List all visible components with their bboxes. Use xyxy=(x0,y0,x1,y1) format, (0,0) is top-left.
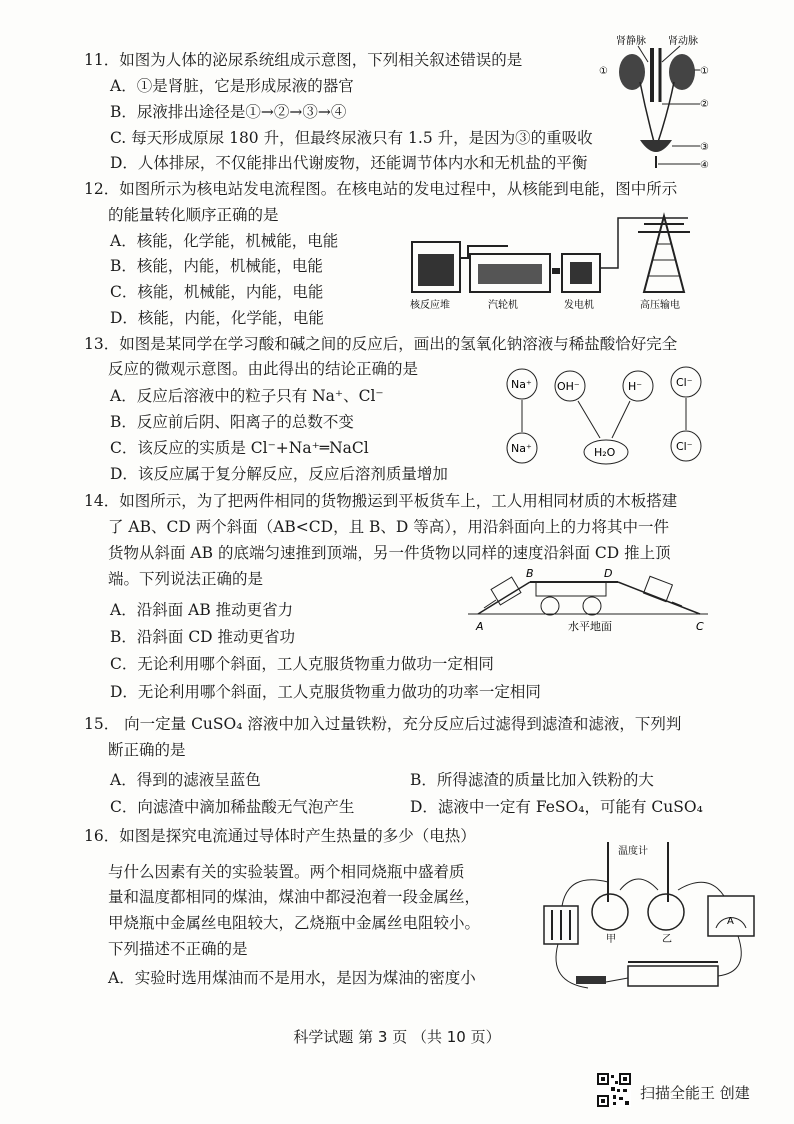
svg-text:Cl⁻: Cl⁻ xyxy=(676,376,693,389)
svg-text:H₂O: H₂O xyxy=(594,446,616,459)
q11-option-a: A．①是肾脏，它是形成尿液的器官 xyxy=(110,77,354,95)
q13-option-d: D．该反应属于复分解反应，反应后溶剂质量增加 xyxy=(110,465,448,483)
q16-line-3: 甲烧瓶中金属丝电阻较大，乙烧瓶中金属丝电阻较小。 xyxy=(108,914,481,932)
q14-option-a: A．沿斜面 AB 推动更省力 xyxy=(110,601,294,619)
q12-stem-cont: 的能量转化顺序正确的是 xyxy=(108,206,279,224)
q16-line-2: 量和温度都相同的煤油，煤油中都浸泡着一段金属丝， xyxy=(108,888,481,906)
q13-stem: 13．如图是某同学在学习酸和碱之间的反应后，画出的氢氧化钠溶液与稀盐酸恰好完全 xyxy=(84,335,678,353)
q14-line-2: 货物从斜面 AB 的底端匀速推到顶端，另一件货物以同样的速度沿斜面 CD 推上顶 xyxy=(108,544,671,562)
q13-stem-cont: 反应的微观示意图。由此得出的结论正确的是 xyxy=(108,360,419,378)
q15-option-d: D．滤液中一定有 FeSO₄，可能有 CuSO₄ xyxy=(410,798,703,816)
q12-option-d: D．核能，内能，化学能，电能 xyxy=(110,309,324,327)
svg-text:③: ③ xyxy=(700,142,709,153)
q15-stem: 15． 向一定量 CuSO₄ 溶液中加入过量铁粉，充分反应后过滤得到滤渣和滤液，下列判 xyxy=(84,715,682,733)
q15-option-a: A．得到的滤液呈蓝色 xyxy=(110,771,261,789)
svg-text:B: B xyxy=(526,567,534,580)
thermometer-label: 温度计 xyxy=(618,846,648,857)
svg-text:C: C xyxy=(696,620,704,633)
svg-text:①: ① xyxy=(599,66,608,77)
scanner-watermark: 扫描全能王 创建 xyxy=(640,1084,750,1102)
q11-option-d: D．人体排尿，不仅能排出代谢废物，还能调节体内水和无机盐的平衡 xyxy=(110,154,588,172)
q11-option-b: B．尿液排出途径是①→②→③→④ xyxy=(110,103,347,121)
turbine-label: 汽轮机 xyxy=(488,300,518,311)
q16-line-1: 与什么因素有关的实验装置。两个相同烧瓶中盛着质 xyxy=(108,863,465,881)
ammeter-label: A xyxy=(727,916,734,927)
q14-stem: 14．如图所示，为了把两件相同的货物搬运到平板货车上，工人用相同材质的木板搭建 xyxy=(84,492,678,510)
q12-option-c: C．核能，机械能，内能，电能 xyxy=(110,283,324,301)
svg-text:①: ① xyxy=(700,66,709,77)
q13-option-c: C．该反应的实质是 Cl⁻+Na⁺═NaCl xyxy=(110,439,369,457)
q12-power-plant-figure xyxy=(408,198,728,314)
q16-stem: 16．如图是探究电流通过导体时产生热量的多少（电热） xyxy=(84,827,476,845)
q14-line-3: 端。下列说法正确的是 xyxy=(108,570,264,588)
q13-ion-figure xyxy=(500,366,720,474)
q13-option-b: B．反应前后阴、阳离子的总数不变 xyxy=(110,413,354,431)
svg-text:Cl⁻: Cl⁻ xyxy=(676,440,693,453)
flask-yi-label: 乙 xyxy=(662,934,672,945)
svg-text:Na⁺: Na⁺ xyxy=(511,378,532,391)
q15-stem-cont: 断正确的是 xyxy=(108,741,186,759)
svg-text:②: ② xyxy=(700,99,709,110)
svg-text:H⁻: H⁻ xyxy=(628,380,643,393)
q13-option-a: A．反应后溶液中的粒子只有 Na⁺、Cl⁻ xyxy=(110,387,384,405)
svg-text:D: D xyxy=(604,567,613,580)
q16-option-a: A．实验时选用煤油而不是用水，是因为煤油的密度小 xyxy=(108,969,476,987)
q15-option-c: C．向滤渣中滴加稀盐酸无气泡产生 xyxy=(110,798,355,816)
q14-option-c: C．无论利用哪个斜面，工人克服货物重力做功一定相同 xyxy=(110,655,494,673)
ground-label: 水平地面 xyxy=(568,620,612,633)
flask-jia-label: 甲 xyxy=(606,934,616,945)
reactor-label: 核反应堆 xyxy=(410,300,450,311)
transmission-label: 高压输电 xyxy=(640,300,680,311)
page-footer: 科学试题 第 3 页 （共 10 页） xyxy=(293,1028,501,1046)
q15-option-b: B．所得滤渣的质量比加入铁粉的大 xyxy=(410,771,654,789)
q11-urinary-figure xyxy=(596,32,716,174)
svg-text:④: ④ xyxy=(700,160,709,171)
q14-slope-figure xyxy=(468,562,718,638)
q12-stem: 12．如图所示为核电站发电流程图。在核电站的发电过程中，从核能到电能，图中所示 xyxy=(84,180,678,198)
svg-text:OH⁻: OH⁻ xyxy=(557,380,580,393)
q11-stem: 11．如图为人体的泌尿系统组成示意图，下列相关叙述错误的是 xyxy=(84,51,523,69)
q14-option-d: D．无论利用哪个斜面，工人克服货物重力做功的功率一定相同 xyxy=(110,683,541,701)
q16-line-4: 下列描述不正确的是 xyxy=(108,940,248,958)
q14-line-1: 了 AB、CD 两个斜面（AB<CD，且 B、D 等高），用沿斜面向上的力将其中一件 xyxy=(108,518,670,536)
qr-code-icon xyxy=(597,1073,631,1107)
q11-option-c: C. 每天形成原尿 180 升，但最终尿液只有 1.5 升，是因为③的重吸收 xyxy=(110,129,593,147)
q14-option-b: B．沿斜面 CD 推动更省功 xyxy=(110,628,296,646)
q12-option-b: B．核能，内能，机械能，电能 xyxy=(110,257,323,275)
svg-text:A: A xyxy=(476,620,484,633)
renal-vein-label: 肾静脉 xyxy=(616,36,646,47)
svg-text:Na⁺: Na⁺ xyxy=(511,442,532,455)
q16-circuit-figure xyxy=(528,832,772,1002)
renal-artery-label: 肾动脉 xyxy=(668,36,698,47)
q12-option-a: A．核能，化学能，机械能，电能 xyxy=(110,232,339,250)
generator-label: 发电机 xyxy=(564,300,594,311)
